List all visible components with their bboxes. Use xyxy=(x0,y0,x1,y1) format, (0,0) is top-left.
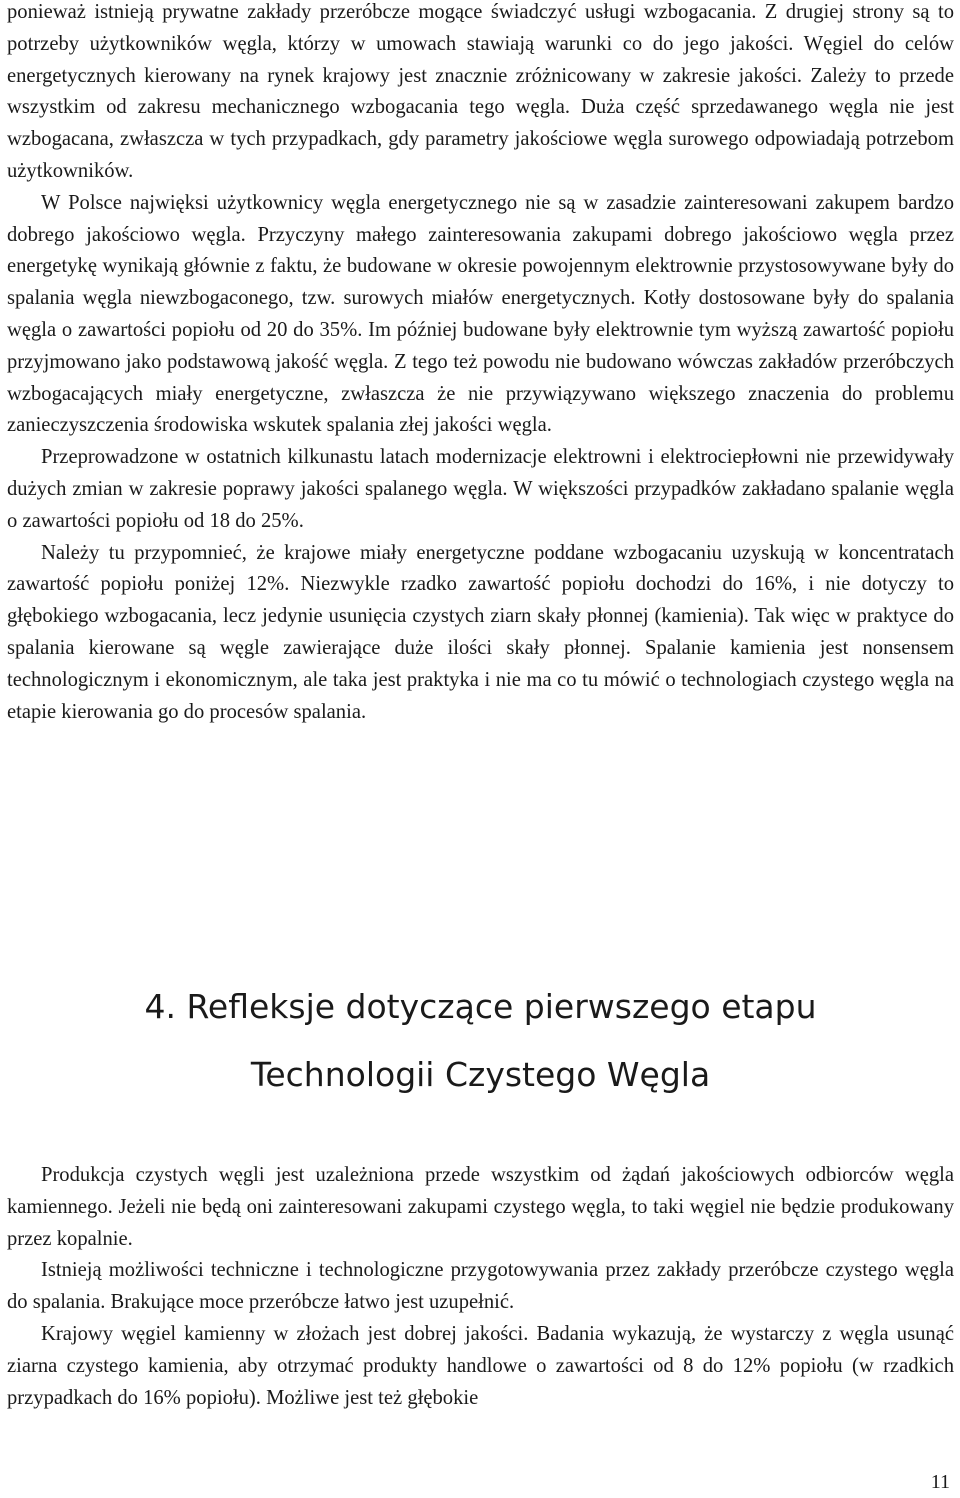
body-text-top xyxy=(7,0,954,728)
body-text-bottom xyxy=(7,1160,954,1414)
page-number: 11 xyxy=(930,1471,950,1493)
document-page xyxy=(7,0,954,1498)
paragraph: Należy tu przypomnieć, że krajowe miały energetyczne poddane wzbogacaniu uzyskują w koncentratach zawartość popiołu poniżej 12%. Niezwykle rzadko zawartość popiołu dochodzi do 16%, i nie dotyczy to głębokiego wzbogacania, lecz jedynie usunięcia czystych ziarn skały płonnej (kamienia). Tak więc w praktyce do spalania kierowane są węgle zawierające duże ilości skały płonnej. Spalanie kamienia jest nonsensem technologicznym i ekonomicznym, ale taka jest praktyka i nie ma co tu mówić o technologiach czystego węgla na etapie kierowania go do procesów spalania. xyxy=(7,541,954,723)
paragraph: W Polsce najwięksi użytkownicy węgla energetycznego nie są w zasadzie zainteresowani zakupem bardzo dobrego jakościowo węgla. Przyczyny małego zainteresowania zakupami dobrego jakościowo węgla przez energetykę wynikają głównie z faktu, że budowane w okresie powojennym elektrownie przystosowywane były do spalania węgla niewzbogaconego, tzw. surowych miałów energetycznych. Kotły dostosowane były do spalania węgla o zawartości popiołu od 20 do 35%. Im później budowane były elektrownie tym wyższą zawartość popiołu przyjmowano jako podstawową jakość węgla. Z tego też powodu nie budowano wówczas zakładów przeróbczych wzbogacających miały energetyczne, zwłaszcza że nie przywiązywano większego znaczenia do problemu zanieczyszczenia środowiska wskutek spalania złej jakości węgla. xyxy=(7,191,954,437)
paragraph: Krajowy węgiel kamienny w złożach jest dobrej jakości. Badania wykazują, że wystarczy z węgla usunąć ziarna czystego kamienia, aby otrzymać produkty handlowe o zawartości od 8 do 12% popiołu (w rzadkich przypadkach do 16% popiołu). Możliwe jest też głębokie xyxy=(7,1322,954,1409)
section-heading-line-2: Technologii Czystego Węgla xyxy=(250,1055,711,1094)
section-heading-line-1: 4. Refleksje dotyczące pierwszego etapu xyxy=(144,987,817,1026)
paragraph: Produkcja czystych węgli jest uzależniona przede wszystkim od żądań jakościowych odbiorców węgla kamiennego. Jeżeli nie będą oni zainteresowani zakupami czystego węgla, to taki węgiel nie będzie produkowany przez kopalnie. xyxy=(7,1164,954,1250)
paragraph: Istnieją możliwości techniczne i technologiczne przygotowywania przez zakłady przeróbcze czystego węgla do spalania. Brakujące moce przeróbcze łatwo jest uzupełnić. xyxy=(7,1259,954,1314)
paragraph: Przeprowadzone w ostatnich kilkunastu latach modernizacje elektrowni i elektrociepłowni nie przewidywały dużych zmian w zakresie poprawy jakości spalanego węgla. W większości przypadków zakładano spalanie węgla o zawartości popiołu od 18 do 25%. xyxy=(7,446,954,532)
paragraph: ponieważ istnieją prywatne zakłady przeróbcze mogące świadczyć usługi wzbogacania. Z drugiej strony są to potrzeby użytkowników węgla, którzy w umowach stawiają warunki co do jego jakości. Węgiel do celów energetycznych kierowany na rynek krajowy jest znacznie zróżnicowany w zakresie jakości. Zależy to przede wszystkim od zakresu mechanicznego wzbogacania tego węgla. Duża część sprzedawanego węgla nie jest wzbogacana, zwłaszcza w tych przypadkach, gdy parametry jakościowe węgla surowego odpowiadają potrzebom użytkowników. xyxy=(7,1,954,182)
